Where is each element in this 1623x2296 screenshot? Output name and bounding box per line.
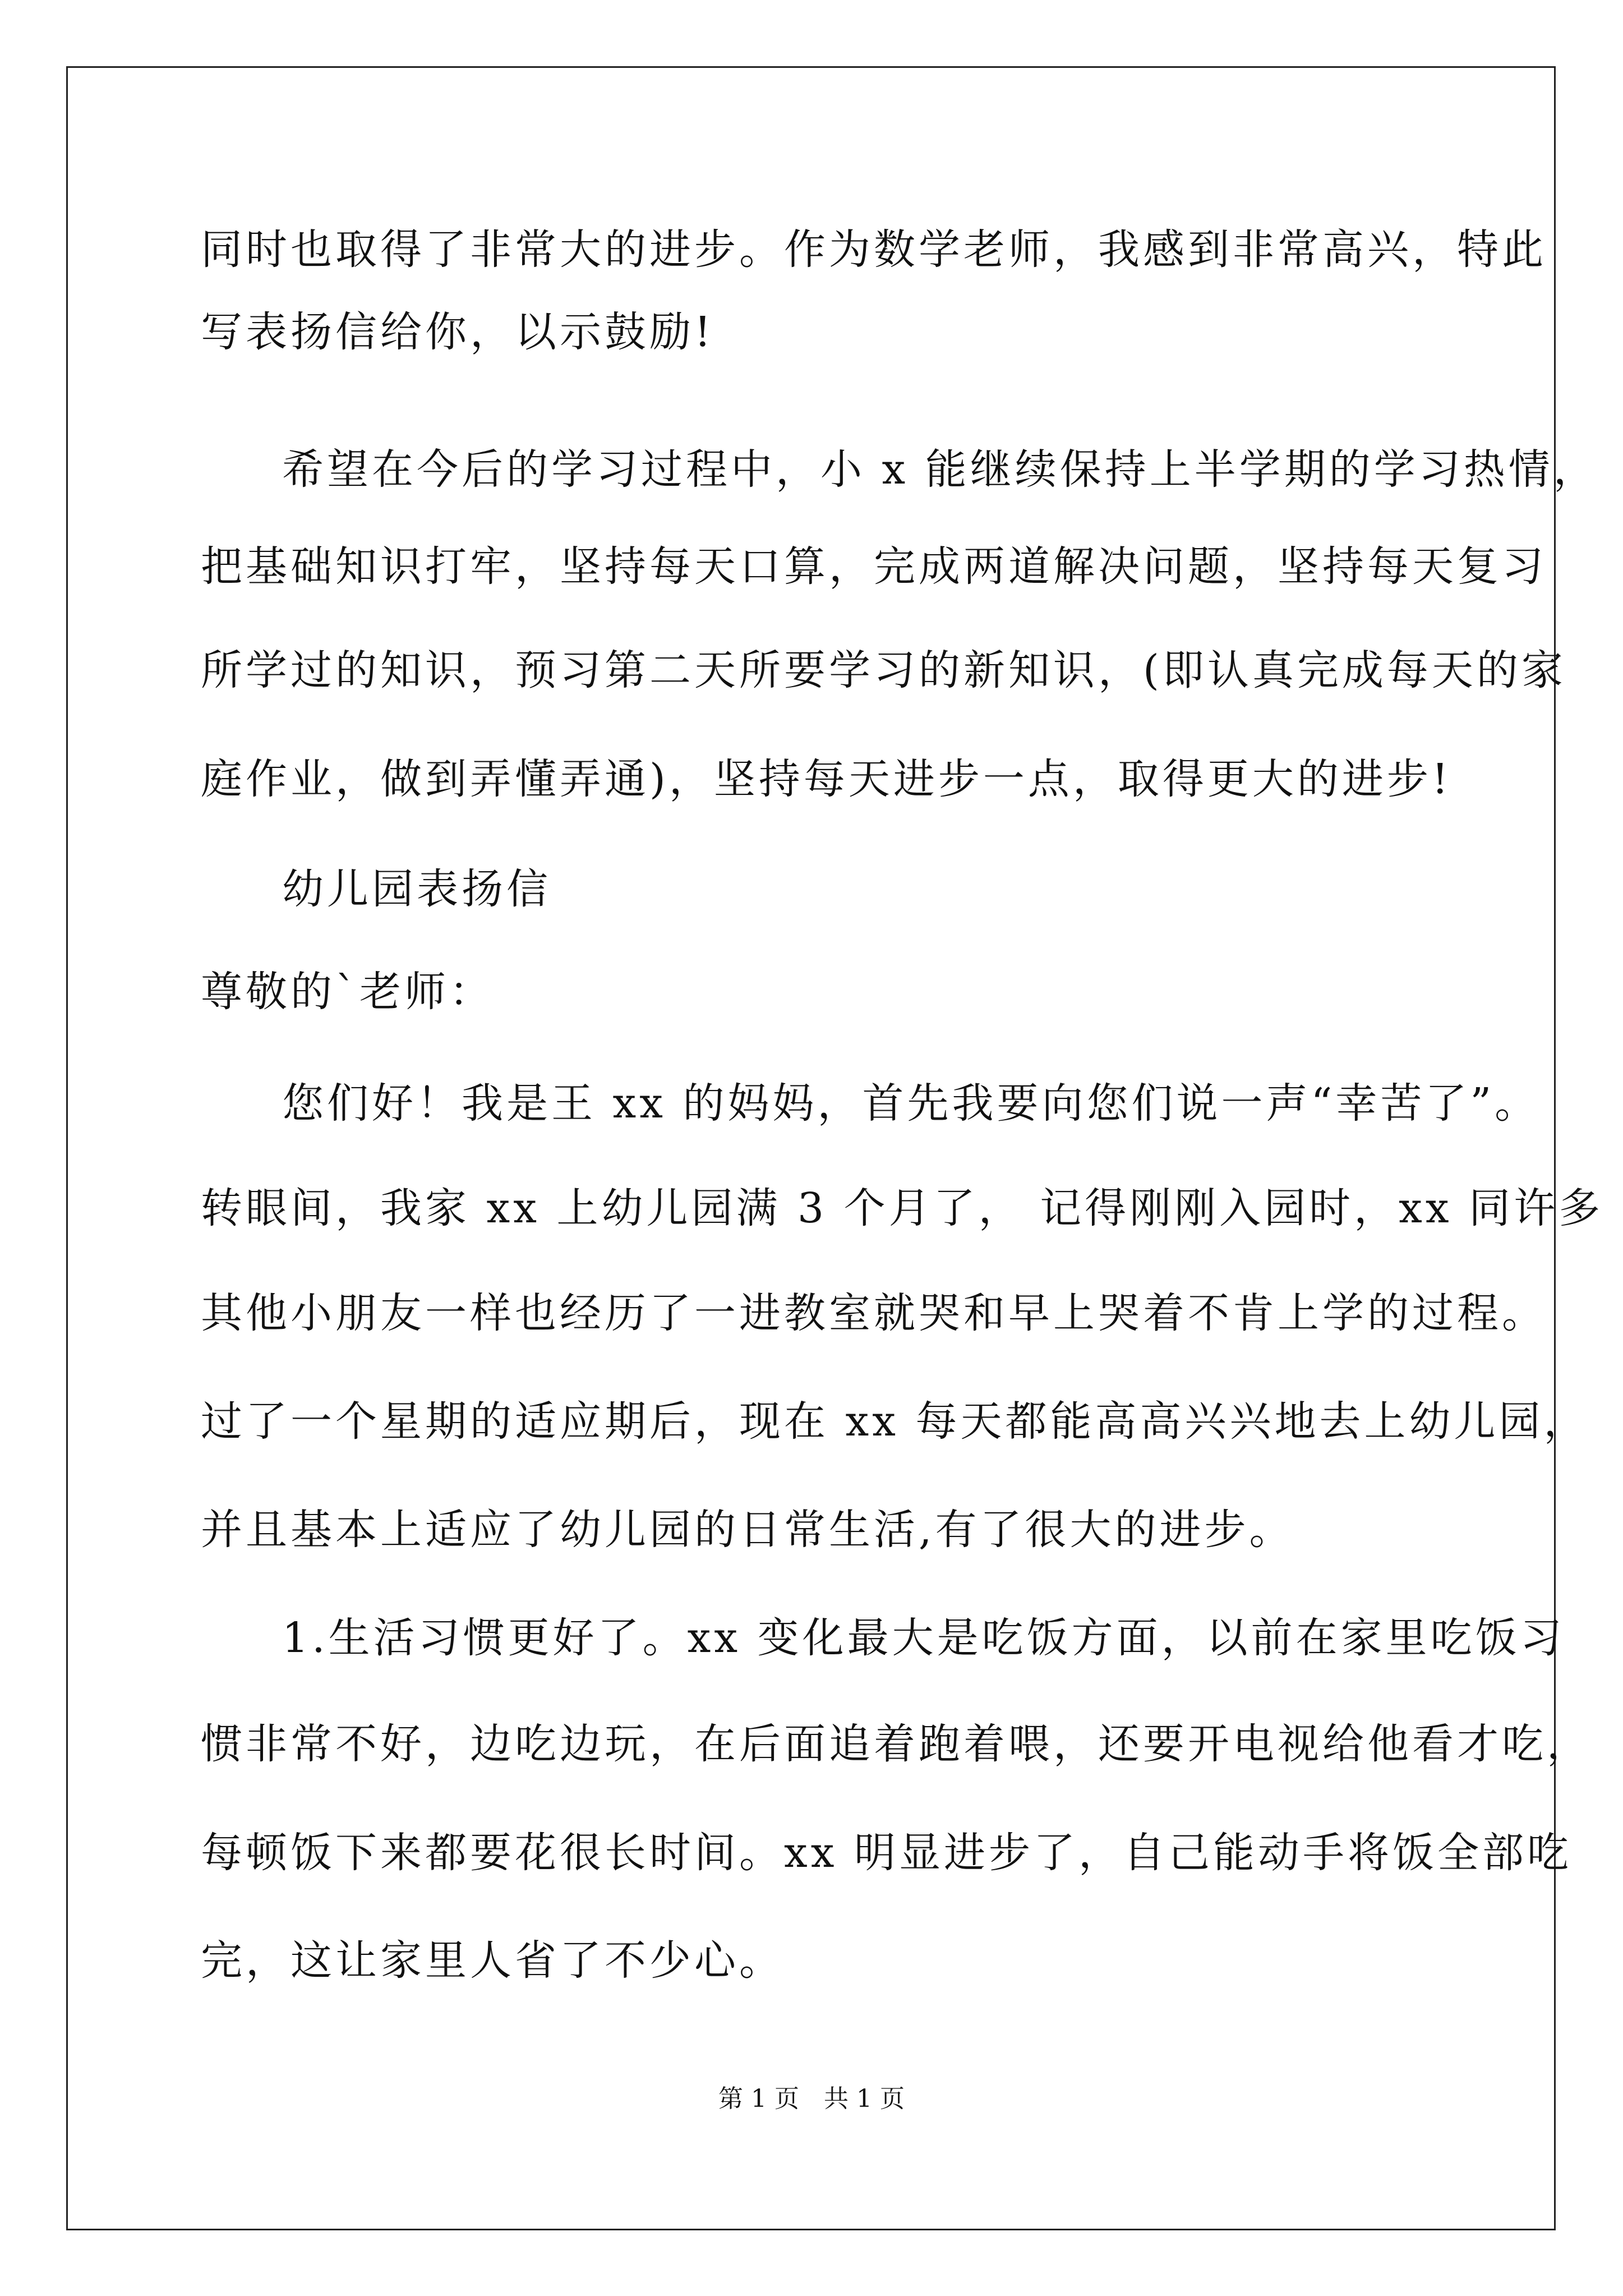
text-line: 把基础知识打牢，坚持每天口算，完成两道解决问题，坚持每天复习 bbox=[201, 542, 1547, 591]
text-line: 惯非常不好，边吃边玩，在后面追着跑着喂，还要开电视给他看才吃， bbox=[201, 1720, 1592, 1768]
text-line: 转眼间，我家 xx 上幼儿园满 3 个月了， 记得刚刚入园时，xx 同许多 bbox=[201, 1184, 1604, 1232]
section-heading: 幼儿园表扬信 bbox=[282, 865, 551, 913]
text-line: 希望在今后的学习过程中，小 x 能继续保持上半学期的学习热情， bbox=[282, 445, 1598, 494]
text-line: 1.生活习惯更好了。xx 变化最大是吃饭方面，以前在家里吃饭习 bbox=[282, 1614, 1565, 1662]
text-line: 庭作业，做到弄懂弄通)，坚持每天进步一点，取得更大的进步! bbox=[201, 755, 1452, 803]
text-line: 过了一个星期的适应期后，现在 xx 每天都能高高兴兴地去上幼儿园， bbox=[201, 1397, 1589, 1446]
text-line: 并且基本上适应了幼儿园的日常生活,有了很大的进步。 bbox=[201, 1506, 1294, 1554]
page-number-footer: 第 1 页 共 1 页 bbox=[718, 2085, 905, 2113]
text-line: 完，这让家里人省了不少心。 bbox=[201, 1936, 784, 1985]
text-line: 每顿饭下来都要花很长时间。xx 明显进步了，自己能动手将饭全部吃 bbox=[201, 1829, 1572, 1877]
text-line: 您们好！我是王 xx 的妈妈，首先我要向您们说一声“幸苦了”。 bbox=[282, 1079, 1540, 1128]
salutation: 尊敬的`老师： bbox=[201, 968, 494, 1016]
text-line: 同时也取得了非常大的进步。作为数学老师，我感到非常高兴，特此 bbox=[201, 226, 1547, 274]
text-line: 所学过的知识，预习第二天所要学习的新知识，(即认真完成每天的家 bbox=[201, 646, 1566, 694]
text-line: 其他小朋友一样也经历了一进教室就哭和早上哭着不肯上学的过程。 bbox=[201, 1289, 1547, 1337]
text-line: 写表扬信给你，以示鼓励! bbox=[201, 308, 714, 356]
page-border bbox=[66, 66, 1604, 2230]
